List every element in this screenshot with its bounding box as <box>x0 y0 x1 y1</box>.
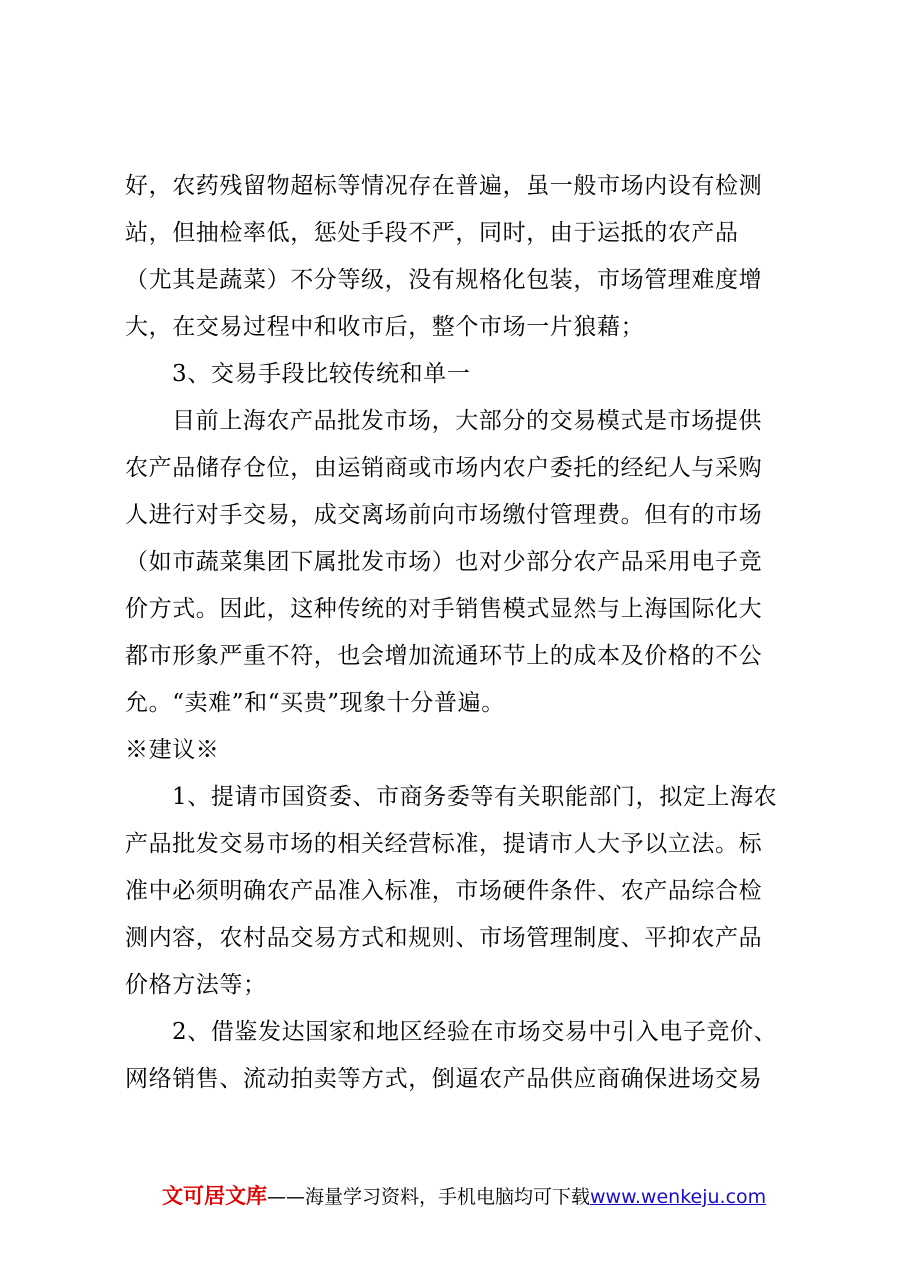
footer-website-link[interactable]: www.wenkeju.com <box>590 1186 767 1208</box>
footer-banner <box>162 1181 802 1212</box>
text-line: 好，农药残留物超标等情况存在普遍，虽一般市场内设有检测 <box>125 173 763 199</box>
text-line: （尤其是蔬菜）不分等级，没有规格化包装，市场管理难度增 <box>125 267 763 293</box>
text-line: 都市形象严重不符，也会增加流通环节上的成本及价格的不公 <box>125 643 763 669</box>
paragraph-start-line: 1、提请市国资委、市商务委等有关职能部门，拟定上海农 <box>172 784 778 810</box>
footer-brand: 文可居文库 <box>162 1184 267 1208</box>
footer-tagline: ——海量学习资料，手机电脑均可下载 <box>267 1186 591 1208</box>
document-body <box>125 163 795 1103</box>
text-line: 准中必须明确农产品准入标准，市场硬件条件、农产品综合检 <box>125 878 763 904</box>
text-line: 站，但抽检率低，惩处手段不严，同时，由于运抵的农产品 <box>125 220 739 246</box>
suggestion-heading: ※建议※ <box>125 737 220 763</box>
text-line: 价格方法等； <box>125 972 267 998</box>
text-line: 农产品储存仓位，由运销商或市场内农户委托的经纪人与采购 <box>125 455 763 481</box>
text-line: 测内容，农村品交易方式和规则、市场管理制度、平抑农产品 <box>125 925 763 951</box>
text-line: 允。“卖难”和“买贵”现象十分普遍。 <box>125 690 505 716</box>
text-line: 大，在交易过程中和收市后，整个市场一片狼藉； <box>125 314 645 340</box>
text-line: 产品批发交易市场的相关经营标准，提请市人大予以立法。标 <box>125 831 763 857</box>
section-heading: 3、交易手段比较传统和单一 <box>172 361 471 387</box>
text-line: 网络销售、流动拍卖等方式，倒逼农产品供应商确保进场交易 <box>125 1066 763 1092</box>
paragraph-start-line: 2、借鉴发达国家和地区经验在市场交易中引入电子竞价、 <box>172 1019 778 1045</box>
text-line: 价方式。因此，这种传统的对手销售模式显然与上海国际化大 <box>125 596 763 622</box>
paragraph-start-line: 目前上海农产品批发市场，大部分的交易模式是市场提供 <box>172 408 762 434</box>
text-line: （如市蔬菜集团下属批发市场）也对少部分农产品采用电子竞 <box>125 549 763 575</box>
text-line: 人进行对手交易，成交离场前向市场缴付管理费。但有的市场 <box>125 502 763 528</box>
